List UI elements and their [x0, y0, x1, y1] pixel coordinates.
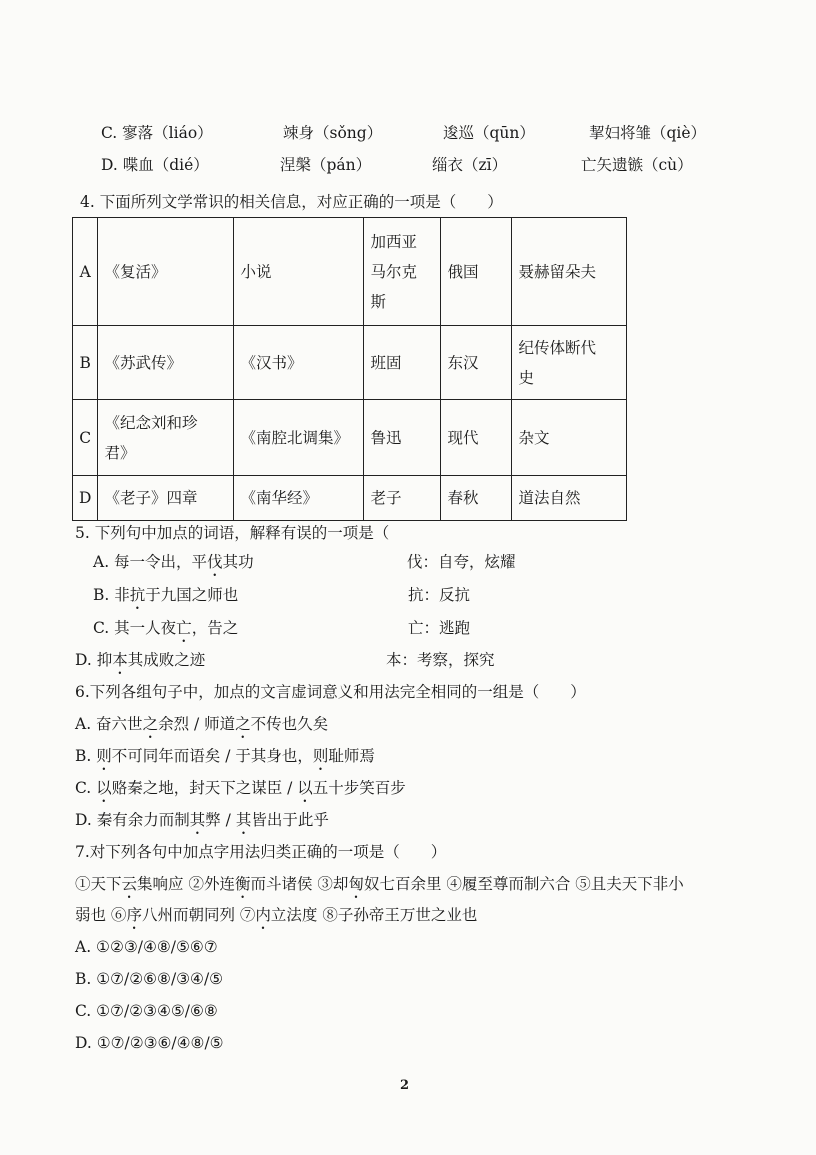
q5-c-gloss: 亡：逃跑 — [408, 619, 471, 637]
q6-option-a — [75, 714, 328, 742]
q5-a-pre: A. 每一令出，平 — [93, 553, 208, 571]
q5-d-pre: D. 抑 — [75, 651, 113, 669]
q7-dotted-char: 内 — [255, 906, 271, 924]
row-key: D — [73, 476, 98, 521]
q5-a-dotted: 伐 — [207, 553, 223, 571]
q7-dotted-char: 匈 — [348, 875, 364, 893]
q5-c-post: ，告之 — [191, 619, 239, 637]
q6-c-text: 赂秦之地，封天下之谋臣 / — [111, 779, 298, 797]
table-cell — [98, 400, 234, 476]
table-cell: 现代 — [441, 400, 512, 476]
table-cell: 杂文 — [512, 400, 627, 476]
table-row — [73, 326, 627, 400]
table-cell: 聂赫留朵夫 — [512, 218, 627, 326]
literature-table — [72, 217, 627, 521]
table-row — [73, 218, 627, 326]
q6-d-text: D. 秦有余力而制 — [75, 811, 190, 829]
q7-text: 八州而朝同列 ⑦ — [141, 906, 256, 924]
q6-d-dotted-1: 其 — [189, 811, 206, 829]
q7-text: 集响应 ②外连 — [137, 875, 235, 893]
q7-dotted-char: 序 — [126, 906, 142, 924]
table-cell: 俄国 — [441, 218, 512, 326]
q6-d-dotted-2: 其 — [235, 811, 252, 829]
q6-b-dotted-2: 则 — [312, 747, 329, 765]
table-cell: 春秋 — [441, 476, 512, 521]
q7-dotted-char: 云 — [121, 875, 138, 893]
q7-text: 而斗诸侯 ③却 — [250, 875, 349, 893]
q5-a-gloss: 伐：自夸，炫耀 — [407, 553, 516, 571]
q3-option-d: D. 喋血（dié） — [101, 156, 209, 174]
q6-c-text: 五十步笑百步 — [312, 779, 406, 797]
q5-option-c — [93, 618, 238, 646]
q6-a-text: A. 奋六世 — [75, 715, 143, 733]
q3-c-item-3: 逡巡（qūn） — [443, 124, 535, 142]
q6-c-text: C. — [75, 779, 97, 797]
row-key: A — [73, 218, 98, 326]
q5-b-pre: B. 非 — [93, 586, 130, 604]
q5-d-dotted: 本 — [112, 651, 128, 669]
table-cell: 老子 — [364, 476, 441, 521]
q7-text: 奴七百余里 ④履至尊而制六合 ⑤且夫天下非小 — [363, 875, 684, 893]
table-cell: 《汉书》 — [234, 326, 364, 400]
table-cell: 小说 — [234, 218, 364, 326]
q7-dotted-char: 衡 — [234, 875, 251, 893]
q6-a-text: 余烈 / 师道 — [158, 715, 236, 733]
q6-c-dotted-2: 以 — [297, 779, 313, 797]
q7-option-d: D. ①⑦/②③⑥/④⑧/⑤ — [75, 1034, 224, 1052]
q3-c-item-1: C. 寥落（liáo） — [101, 124, 213, 142]
q5-b-gloss: 抗：反抗 — [408, 586, 471, 604]
cell-line: 君》 — [104, 443, 136, 462]
q6-b-dotted-1: 则 — [96, 747, 112, 765]
q5-a-post: 其功 — [222, 553, 254, 571]
row-key: B — [73, 326, 98, 400]
q5-option-d — [75, 650, 205, 678]
table-cell: 《老子》四章 — [98, 476, 234, 521]
table-cell: 《复活》 — [98, 218, 234, 326]
q5-option-a — [93, 552, 254, 580]
q5-d-post: 其成败之迹 — [127, 651, 206, 669]
q6-b-text: B. — [75, 747, 97, 765]
cell-line: 《纪念刘和珍 — [104, 413, 198, 432]
table-cell: 道法自然 — [512, 476, 627, 521]
q3-c-item-4: 挈妇将雏（qiè） — [589, 124, 707, 142]
table-cell: 东汉 — [441, 326, 512, 400]
q6-stem: 6.下列各组句子中，加点的文言虚词意义和用法完全相同的一组是（ ） — [75, 683, 586, 701]
q7-stem: 7.对下列各句中加点字用法归类正确的一项是（ ） — [75, 843, 447, 861]
q5-c-dotted: 亡 — [176, 619, 192, 637]
q6-option-b — [75, 746, 375, 774]
table-row — [73, 476, 627, 521]
cell-line: 斯 — [370, 292, 386, 311]
q7-sentences-line-2 — [75, 905, 477, 933]
q3-d-item-4: 亡矢遗镞（cù） — [581, 156, 693, 174]
q3-option-c — [101, 123, 213, 143]
q6-b-text: 不可同年而语矣 / 于其身也， — [111, 747, 313, 765]
q5-b-post: 于九国之师也 — [145, 586, 239, 604]
q3-c-item-2: 竦身（sǒng） — [283, 124, 383, 142]
q6-d-text: 弊 / — [205, 811, 236, 829]
q6-c-dotted-1: 以 — [96, 779, 112, 797]
cell-line: 加西亚 — [370, 232, 417, 251]
cell-line: 史 — [518, 368, 534, 387]
cell-line: 纪传体断代 — [518, 338, 596, 357]
q6-a-text: 不传也久矣 — [250, 715, 329, 733]
q7-option-c: C. ①⑦/②③④⑤/⑥⑧ — [75, 1002, 218, 1020]
q4-stem: 4. 下面所列文学常识的相关信息，对应正确的一项是（ ） — [80, 193, 503, 211]
q3-d-item-3: 缁衣（zī） — [432, 156, 508, 174]
q5-c-pre: C. 其一人夜 — [93, 619, 177, 637]
table-cell — [512, 326, 627, 400]
q6-a-dotted-2: 之 — [235, 715, 251, 733]
table-cell: 《苏武传》 — [98, 326, 234, 400]
q5-b-dotted: 抗 — [129, 586, 146, 604]
q5-d-gloss: 本：考察，探究 — [386, 651, 495, 669]
q6-d-text: 皆出于此乎 — [251, 811, 329, 829]
table-cell — [364, 218, 441, 326]
q6-a-dotted-1: 之 — [142, 715, 159, 733]
q3-d-item-2: 涅槃（pán） — [280, 156, 372, 174]
cell-line: 马尔克 — [370, 262, 417, 281]
table-cell: 《南腔北调集》 — [234, 400, 364, 476]
q7-option-b: B. ①⑦/②⑥⑧/③④/⑤ — [75, 970, 224, 988]
table-cell: 《南华经》 — [234, 476, 364, 521]
row-key: C — [73, 400, 98, 476]
table-cell: 班固 — [364, 326, 441, 400]
table-row — [73, 400, 627, 476]
q6-option-c — [75, 778, 406, 806]
page-number: 2 — [400, 1078, 410, 1093]
q7-text: 弱也 ⑥ — [75, 906, 127, 924]
q6-option-d — [75, 810, 329, 838]
q7-text: 立法度 ⑧子孙帝王万世之业也 — [270, 906, 478, 924]
q6-b-text: 耻师焉 — [328, 747, 375, 765]
q7-sentences-line-1 — [75, 874, 684, 902]
q5-stem: 5. 下列句中加点的词语，解释有误的一项是（ — [75, 524, 390, 542]
table-cell: 鲁迅 — [364, 400, 441, 476]
q5-option-b — [93, 585, 238, 613]
q7-option-a: A. ①②③/④⑧/⑤⑥⑦ — [75, 938, 218, 956]
q7-text: ①天下 — [75, 875, 122, 893]
